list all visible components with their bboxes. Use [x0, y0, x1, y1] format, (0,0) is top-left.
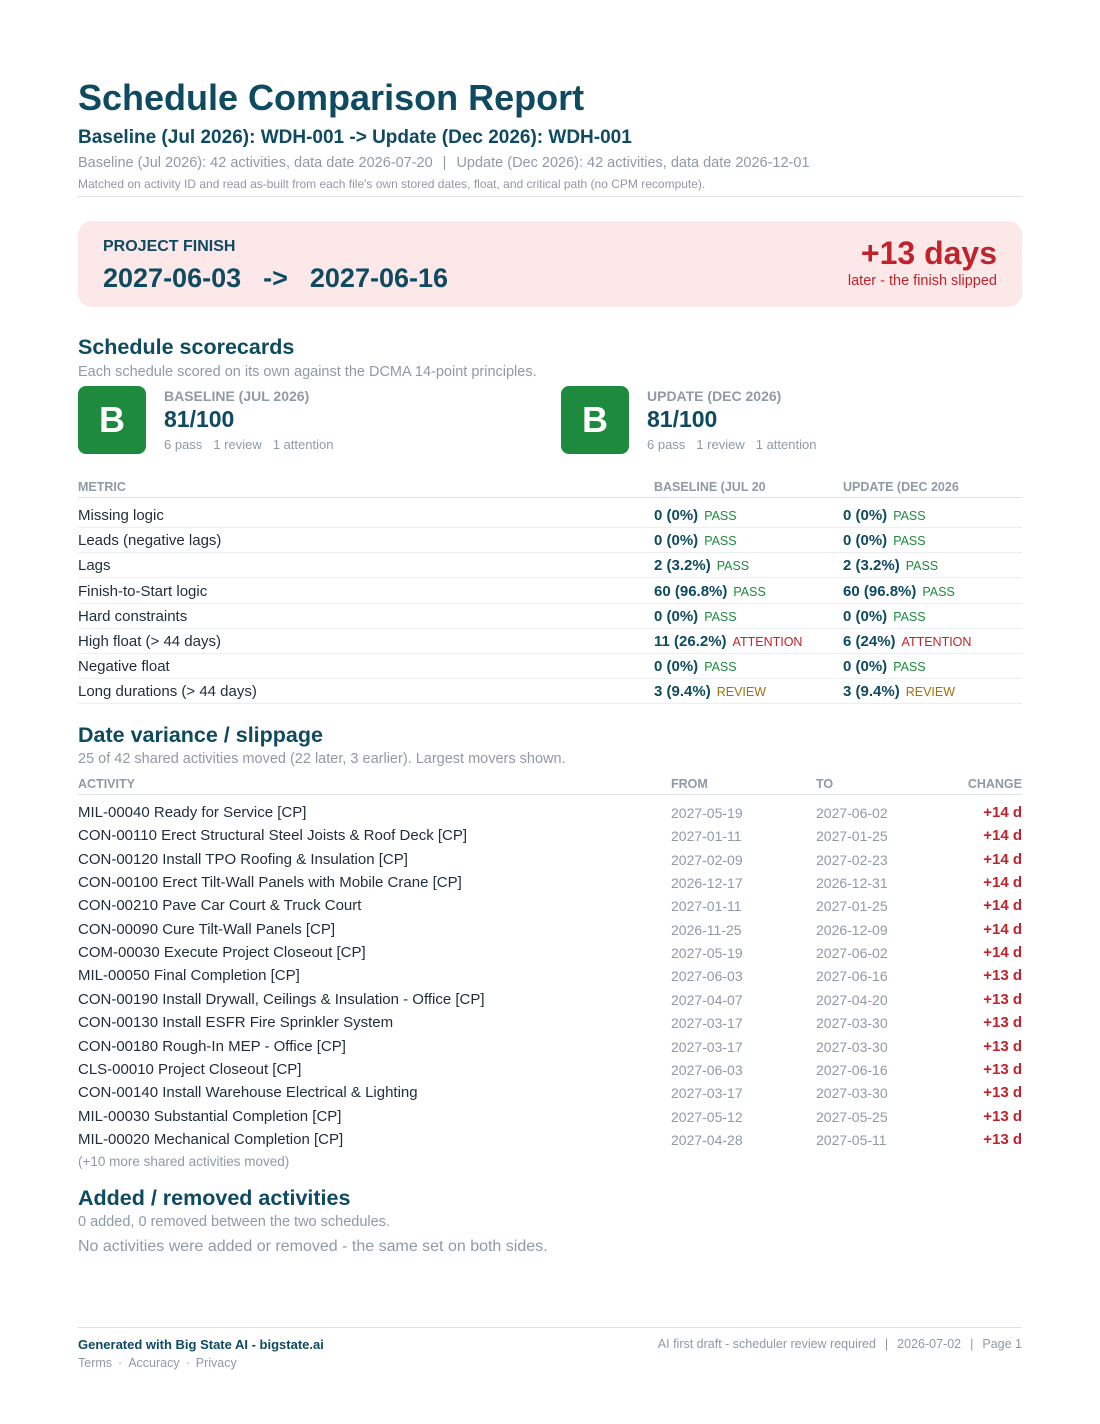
update-metric-cell: [843, 633, 971, 650]
link-separator: ·: [185, 1356, 190, 1370]
baseline-metric-value: 60 (96.8%): [654, 582, 728, 600]
change-column-header: CHANGE: [967, 777, 1022, 791]
baseline-metric-cell: [654, 557, 749, 574]
to-date: 2027-03-30: [816, 1015, 888, 1032]
change-value: +13 d: [983, 990, 1022, 1008]
from-date: 2027-05-19: [671, 945, 743, 962]
activity-name: MIL-00040 Ready for Service [CP]: [78, 804, 307, 821]
activity-name: CLS-00010 Project Closeout [CP]: [78, 1060, 302, 1078]
header-divider: [78, 196, 1022, 197]
activity-name: MIL-00050 Final Completion [CP]: [78, 967, 300, 985]
metric-name: Finish-to-Start logic: [78, 582, 208, 600]
change-value: +13 d: [983, 1037, 1022, 1055]
activity-name: CON-00180 Rough-In MEP - Office [CP]: [78, 1037, 346, 1055]
metric-name: Negative float: [78, 658, 170, 676]
project-finish-card: [78, 221, 1022, 307]
baseline-metric-value: 3 (9.4%): [654, 683, 711, 701]
activity-name: COM-00030 Execute Project Closeout [CP]: [78, 944, 366, 962]
from-date: 2027-02-09: [671, 851, 743, 868]
terms-link[interactable]: Terms: [78, 1356, 113, 1370]
finish-note: later - the finish slipped: [847, 273, 997, 289]
change-value: +14 d: [983, 920, 1022, 938]
to-date: 2027-06-02: [816, 805, 888, 821]
finish-delta: +13 days: [860, 235, 997, 271]
finish-to-date: 2027-06-16: [309, 263, 449, 293]
baseline-metric-cell: [654, 658, 737, 675]
update-metric-value: 3 (9.4%): [843, 683, 900, 701]
to-date: 2027-03-30: [816, 1085, 888, 1102]
change-value: +14 d: [983, 827, 1022, 845]
page-title: Schedule Comparison Report: [78, 77, 585, 118]
change-value: +14 d: [983, 897, 1022, 915]
activity-name: CON-00140 Install Warehouse Electrical & Lighting: [78, 1084, 418, 1102]
change-value: +14 d: [983, 850, 1022, 868]
update-metric-cell: [843, 532, 926, 549]
baseline-status-badge: PASS: [716, 559, 750, 574]
baseline-status-badge: PASS: [704, 660, 737, 675]
variance-row: [78, 919, 1022, 942]
metric-name: Lags: [78, 557, 111, 575]
scorecards-heading: Schedule scorecards: [78, 335, 295, 359]
to-date: 2027-03-30: [816, 1038, 888, 1055]
from-date: 2027-04-28: [671, 1131, 743, 1148]
baseline-status-badge: PASS: [733, 584, 766, 599]
from-date: 2027-05-19: [671, 805, 743, 821]
activity-name: CON-00120 Install TPO Roofing & Insulation [CP]: [78, 850, 408, 868]
metric-name: High float (> 44 days): [78, 633, 221, 650]
baseline-metric-value: 0 (0%): [654, 607, 699, 625]
metric-row: [78, 654, 1022, 679]
update-metric-cell: [843, 557, 938, 574]
grade-badge: B: [561, 386, 629, 454]
attention-count: 1 attention: [272, 437, 334, 452]
variance-row: [78, 802, 1022, 825]
update-meta: Update (Dec 2026): 42 activities, data date 2026-12-01: [456, 155, 810, 171]
update-status-badge: PASS: [905, 559, 939, 574]
baseline-metric-cell: [654, 507, 737, 524]
update-metric-value: 0 (0%): [843, 658, 888, 676]
footer-links: [78, 1356, 237, 1370]
finish-arrow: ->: [263, 263, 288, 293]
baseline-metric-cell: [654, 583, 766, 600]
change-value: +13 d: [983, 1060, 1022, 1078]
review-count: 1 review: [213, 437, 262, 452]
update-metric-value: 2 (3.2%): [843, 557, 900, 575]
change-value: +13 d: [983, 1084, 1022, 1102]
scorecard-label: BASELINE (JUL 2026): [164, 388, 310, 404]
from-date: 2026-11-25: [671, 921, 742, 938]
from-column-header: FROM: [671, 777, 708, 791]
to-column-header: TO: [816, 777, 834, 791]
update-metric-cell: [843, 608, 926, 625]
update-status-badge: REVIEW: [905, 685, 956, 700]
metric-name: Missing logic: [78, 507, 164, 524]
metric-name: Long durations (> 44 days): [78, 683, 257, 701]
update-metric-value: 6 (24%): [843, 633, 896, 650]
from-date: 2027-03-17: [671, 1038, 743, 1055]
scorecard-score: 81/100: [647, 406, 718, 432]
update-status-badge: PASS: [893, 660, 926, 675]
update-metric-value: 0 (0%): [843, 532, 888, 550]
grade-badge: B: [78, 386, 146, 454]
update-metric-cell: [843, 658, 926, 675]
update-status-badge: PASS: [893, 534, 926, 549]
footer-date: 2026-07-02: [897, 1337, 962, 1351]
activity-column-header: ACTIVITY: [78, 777, 135, 791]
variance-table-header: [78, 775, 1022, 795]
metric-row: [78, 679, 1022, 704]
scorecards-description: Each schedule scored on its own against the DCMA 14-point principles.: [78, 364, 537, 380]
baseline-status-badge: PASS: [704, 534, 737, 549]
variance-description: 25 of 42 shared activities moved (22 later, 3 earlier). Largest movers shown.: [78, 751, 566, 767]
variance-row: [78, 849, 1022, 872]
variance-row: [78, 942, 1022, 965]
activity-name: CON-00190 Install Drywall, Ceilings & Insulation - Office [CP]: [78, 990, 485, 1008]
baseline-metric-cell: [654, 532, 737, 549]
baseline-column-header: BASELINE (JUL 20: [654, 480, 766, 494]
activity-name: MIL-00020 Mechanical Completion [CP]: [78, 1130, 344, 1148]
activity-name: CON-00210 Pave Car Court & Truck Court: [78, 897, 362, 915]
variance-row: [78, 825, 1022, 848]
scorecard-label: UPDATE (DEC 2026): [647, 388, 782, 404]
accuracy-link[interactable]: Accuracy: [128, 1356, 180, 1370]
update-status-badge: ATTENTION: [901, 635, 972, 649]
baseline-metric-value: 0 (0%): [654, 658, 699, 676]
update-metric-cell: [843, 683, 955, 700]
update-metric-cell: [843, 507, 926, 524]
variance-row: [78, 965, 1022, 988]
to-date: 2027-01-25: [816, 898, 888, 915]
to-date: 2027-06-02: [816, 945, 888, 962]
activity-name: CON-00100 Erect Tilt-Wall Panels with Mobile Crane [CP]: [78, 874, 462, 892]
metric-column-header: METRIC: [78, 480, 126, 494]
variance-row: [78, 872, 1022, 895]
variance-row: [78, 989, 1022, 1012]
pass-count: 6 pass: [647, 437, 686, 452]
to-date: 2027-02-23: [816, 851, 888, 868]
update-status-badge: PASS: [893, 609, 926, 624]
added-removed-note: No activities were added or removed - the same set on both sides.: [78, 1238, 548, 1255]
from-date: 2027-03-17: [671, 1015, 743, 1032]
change-value: +14 d: [983, 874, 1022, 892]
metric-row: [78, 503, 1022, 528]
variance-row: [78, 1036, 1022, 1059]
metric-row: [78, 604, 1022, 629]
baseline-status-badge: REVIEW: [716, 685, 767, 700]
pass-count: 6 pass: [164, 437, 203, 452]
from-date: 2027-03-17: [671, 1085, 743, 1102]
baseline-status-badge: PASS: [704, 609, 737, 624]
from-date: 2027-01-11: [671, 898, 742, 915]
change-value: +13 d: [983, 1014, 1022, 1032]
to-date: 2027-01-25: [816, 828, 888, 845]
to-date: 2026-12-09: [816, 921, 888, 938]
update-status-badge: PASS: [922, 584, 955, 599]
footer-divider: [78, 1327, 1022, 1328]
change-value: +14 d: [983, 944, 1022, 962]
variance-row: [78, 1106, 1022, 1129]
update-metric-cell: [843, 583, 955, 600]
scorecard-score: 81/100: [164, 406, 235, 432]
footer-disclaimer: AI first draft - scheduler review required: [657, 1337, 876, 1351]
baseline-metric-value: 0 (0%): [654, 507, 699, 524]
finish-from-date: 2027-06-03: [103, 263, 242, 293]
update-metric-value: 0 (0%): [843, 607, 888, 625]
variance-heading: Date variance / slippage: [78, 723, 323, 747]
baseline-metric-value: 11 (26.2%): [654, 633, 727, 650]
to-date: 2027-06-16: [816, 1061, 888, 1078]
added-removed-description: 0 added, 0 removed between the two schedules.: [78, 1214, 390, 1230]
from-date: 2027-04-07: [671, 991, 743, 1008]
to-date: 2027-06-16: [816, 968, 888, 985]
metric-name: Hard constraints: [78, 607, 188, 625]
metric-name: Leads (negative lags): [78, 532, 222, 550]
change-value: +13 d: [983, 1130, 1022, 1148]
update-column-header: UPDATE (DEC 2026: [843, 480, 959, 494]
from-date: 2027-05-12: [671, 1108, 743, 1125]
finish-label: PROJECT FINISH: [103, 238, 236, 255]
baseline-metric-cell: [654, 608, 737, 625]
baseline-metric-cell: [654, 633, 802, 650]
finish-dates: [103, 263, 448, 294]
more-activities-note: (+10 more shared activities moved): [78, 1154, 290, 1169]
activity-name: CON-00110 Erect Structural Steel Joists & Roof Deck [CP]: [78, 827, 468, 845]
meta-separator: |: [442, 155, 447, 171]
footer-meta: [658, 1337, 1022, 1351]
metric-row: [78, 528, 1022, 553]
to-date: 2027-04-20: [816, 991, 888, 1008]
from-date: 2027-06-03: [671, 968, 743, 985]
page-number: Page 1: [982, 1337, 1022, 1351]
baseline-status-badge: ATTENTION: [732, 635, 803, 649]
schedule-meta: [78, 154, 810, 172]
to-date: 2027-05-11: [816, 1131, 887, 1148]
variance-row: [78, 1059, 1022, 1082]
from-date: 2027-01-11: [671, 828, 742, 845]
footer-separator: |: [970, 1337, 974, 1351]
scorecard-counts: [647, 437, 827, 452]
variance-row: [78, 1082, 1022, 1105]
from-date: 2026-12-17: [671, 875, 743, 892]
variance-row: [78, 1129, 1022, 1152]
baseline-status-badge: PASS: [704, 509, 737, 523]
metric-row: [78, 579, 1022, 604]
update-metric-value: 0 (0%): [843, 507, 888, 524]
footer-generated: Generated with Big State AI - bigstate.ai: [78, 1337, 324, 1352]
change-value: +13 d: [983, 1107, 1022, 1125]
baseline-metric-value: 0 (0%): [654, 532, 699, 550]
footer-separator: |: [884, 1337, 889, 1351]
activity-name: CON-00090 Cure Tilt-Wall Panels [CP]: [78, 920, 336, 938]
review-count: 1 review: [696, 437, 745, 452]
baseline-metric-value: 2 (3.2%): [654, 557, 711, 575]
from-date: 2027-06-03: [671, 1061, 743, 1078]
update-metric-value: 60 (96.8%): [843, 582, 917, 600]
page-subtitle: Baseline (Jul 2026): WDH-001 -> Update (Dec 2026): WDH-001: [78, 127, 632, 148]
method-note: Matched on activity ID and read as-built from each file's own stored dates, float, and critical path (no CPM recompute).: [78, 177, 706, 191]
attention-count: 1 attention: [755, 437, 817, 452]
baseline-metric-cell: [654, 683, 766, 700]
baseline-meta: Baseline (Jul 2026): 42 activities, data date 2026-07-20: [78, 155, 433, 171]
variance-row: [78, 895, 1022, 918]
change-value: +13 d: [983, 967, 1022, 985]
activity-name: CON-00130 Install ESFR Fire Sprinkler System: [78, 1014, 394, 1032]
scorecard-counts: [164, 437, 344, 452]
metric-row: [78, 553, 1022, 578]
metrics-table-header: [78, 478, 1022, 498]
metric-row: [78, 629, 1022, 654]
to-date: 2027-05-25: [816, 1108, 888, 1125]
activity-name: MIL-00030 Substantial Completion [CP]: [78, 1107, 342, 1125]
variance-row: [78, 1012, 1022, 1035]
added-removed-heading: Added / removed activities: [78, 1186, 351, 1210]
privacy-link[interactable]: Privacy: [195, 1356, 237, 1370]
link-separator: ·: [118, 1356, 123, 1370]
to-date: 2026-12-31: [816, 875, 888, 892]
update-status-badge: PASS: [893, 509, 926, 523]
change-value: +14 d: [983, 804, 1022, 821]
